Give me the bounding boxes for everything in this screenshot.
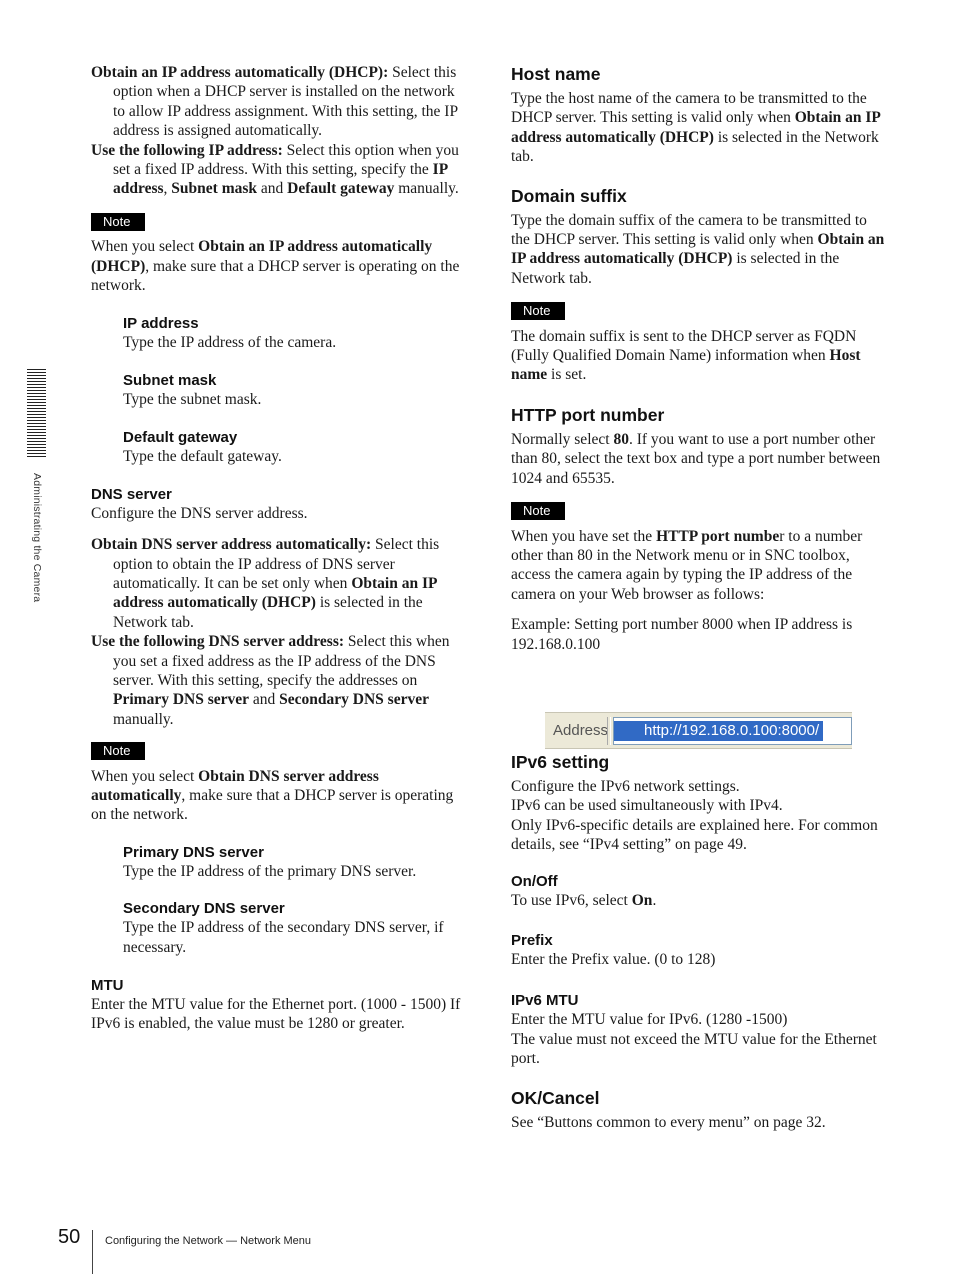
note-text <box>91 237 469 295</box>
host-span: is selected in the Network tab. <box>511 128 879 166</box>
default-gateway-heading: Default gateway <box>123 429 238 447</box>
host-bold: Obtain an IP address automatically (DHCP) <box>511 109 881 146</box>
note-span: When you select <box>91 238 199 256</box>
dns-fixed-bold: Secondary DNS server <box>279 691 429 709</box>
address-value: http://192.168.0.100:8000/ <box>614 721 823 741</box>
side-tab <box>31 473 45 623</box>
host-name-text <box>511 89 887 167</box>
ok-cancel-text: See “Buttons common to every menu” on page 32. <box>511 1113 826 1131</box>
note-span: When you select <box>91 767 199 785</box>
note-span: , make sure that a DHCP server is operating on the network. <box>91 257 460 295</box>
note-text <box>511 527 887 605</box>
domain-span: is selected in the Network tab. <box>511 250 840 287</box>
fixed-ip-option <box>91 141 469 199</box>
ip-address-heading: IP address <box>123 315 199 333</box>
note-span: , make sure that a DHCP server is operating on the network. <box>91 786 454 824</box>
note-badge: Note <box>511 302 565 320</box>
ok-cancel-heading: OK/Cancel <box>511 1087 600 1108</box>
side-tab-label: Administrating the Camera <box>31 473 43 603</box>
fixed-ip-term: Use the following IP address: <box>91 141 283 159</box>
host-name-heading: Host name <box>511 64 601 84</box>
note-text <box>91 767 469 825</box>
domain-suffix-heading: Domain suffix <box>511 185 627 206</box>
default-gateway-text: Type the default gateway. <box>123 448 282 466</box>
mtu-heading: MTU <box>91 977 124 994</box>
note-span: is set. <box>547 366 587 384</box>
ipv6-line-1: Configure the IPv6 network settings. <box>511 777 740 795</box>
ipv6-mtu-line-2: The value must not exceed the MTU value for the Ethernet port. <box>511 1030 877 1068</box>
page-number: 50 <box>58 1226 81 1248</box>
right-column <box>511 63 887 1132</box>
subnet-mask-heading: Subnet mask <box>123 371 217 389</box>
subnet-mask-text: Type the subnet mask. <box>123 390 262 408</box>
prefix-text: Enter the Prefix value. (0 to 128) <box>511 950 716 968</box>
fixed-ip-text: Select this option when you set a fixed IP address. With this setting, specify the <box>113 141 459 179</box>
note-badge: Note <box>511 502 565 520</box>
note-span: The domain suffix is sent to the DHCP server as FQDN (Fully Qualified Domain Name) information when <box>511 327 857 365</box>
primary-dns-text: Type the IP address of the primary DNS server. <box>123 862 417 880</box>
secondary-dns-text: Type the IP address of the secondary DNS server, if necessary. <box>123 919 444 956</box>
fixed-ip-text: and <box>257 180 288 198</box>
ipv6-line-3: Only IPv6-specific details are explained here. For common details, see “IPv4 setting” on page 49. <box>511 816 878 854</box>
onoff-heading: On/Off <box>511 872 558 890</box>
http-bold: 80 <box>613 430 629 448</box>
ipv6-mtu-heading: IPv6 MTU <box>511 992 579 1010</box>
onoff-text <box>511 891 887 910</box>
http-port-heading: HTTP port number <box>511 404 665 425</box>
onoff-bold: On <box>631 891 653 909</box>
ipv6-line-2: IPv6 can be used simultaneously with IPv4. <box>511 797 783 815</box>
ipv6-setting-heading: IPv6 setting <box>511 751 610 772</box>
http-span: Normally select <box>511 430 614 448</box>
footer-divider <box>92 1230 93 1274</box>
note-badge: Note <box>91 742 145 760</box>
fixed-ip-text: manually. <box>394 180 459 198</box>
http-port-text <box>511 430 887 488</box>
address-field <box>613 717 852 745</box>
mtu-text: Enter the MTU value for the Ethernet port. (1000 - 1500) If IPv6 is enabled, the value must be 1280 or greater. <box>91 996 461 1033</box>
onoff-span: . <box>652 891 657 909</box>
ipv6-mtu-line-1: Enter the MTU value for IPv6. (1280 -1500) <box>511 1011 788 1029</box>
http-span: . If you want to use a port number other than 80, select the text box and type a port number between 1024 and 65535. <box>511 430 881 487</box>
domain-suffix-text <box>511 211 887 289</box>
prefix-heading: Prefix <box>511 931 553 949</box>
dns-fixed-bold: Primary DNS server <box>113 691 250 709</box>
ip-address-text: Type the IP address of the camera. <box>123 334 337 352</box>
dns-server-heading: DNS server <box>91 485 172 503</box>
dns-fixed-option <box>91 632 469 729</box>
note-span: r to a number other than 80 in the Network menu or in SNC toolbox, access the camera again by typing the IP address of the camera on your Web browser as follows: <box>511 527 863 603</box>
note-badge: Note <box>91 213 145 231</box>
thumb-index-marks <box>27 369 46 459</box>
dns-fixed-text: and <box>249 691 280 709</box>
footer-section-title: Configuring the Network — Network Menu <box>105 1235 312 1247</box>
dns-auto-option <box>91 535 469 632</box>
note-bold: Host name <box>511 347 861 384</box>
dns-server-text: Configure the DNS server address. <box>91 504 308 522</box>
address-label: Address <box>553 722 609 739</box>
fixed-ip-text: , <box>163 180 172 198</box>
dns-auto-term: Obtain DNS server address automatically: <box>91 536 372 554</box>
note-bold: Obtain DNS server address automatically <box>91 767 379 804</box>
note-bold: HTTP port numbe <box>656 527 780 545</box>
dns-auto-text: Select this option to obtain the IP address of DNS server automatically. It can be set only when <box>113 536 440 592</box>
dhcp-option <box>91 63 469 141</box>
onoff-span: To use IPv6, select <box>511 891 632 909</box>
address-separator <box>607 717 611 745</box>
dns-fixed-term: Use the following DNS server address: <box>91 633 345 651</box>
domain-bold: Obtain an IP address automatically (DHCP) <box>511 231 885 268</box>
note-bold: Obtain an IP address automatically (DHCP) <box>91 238 433 275</box>
dhcp-term: Obtain an IP address automatically (DHCP): <box>91 64 389 81</box>
dns-fixed-text: manually. <box>113 710 174 728</box>
note-text <box>511 327 887 385</box>
fixed-ip-bold: IP address <box>113 161 448 198</box>
address-bar-illustration <box>545 712 852 749</box>
primary-dns-heading: Primary DNS server <box>123 843 264 861</box>
dns-auto-bold: Obtain an IP address automatically (DHCP) <box>113 574 437 612</box>
fixed-ip-bold: Subnet mask <box>171 180 258 198</box>
example-text: Example: Setting port number 8000 when IP address is 192.168.0.100 <box>511 616 853 653</box>
dns-fixed-text: Select this when you set a fixed address as the IP address of the DNS server. With this setting, specify the addresses on <box>113 633 450 689</box>
left-column <box>91 63 469 1034</box>
host-span: Type the host name of the camera to be transmitted to the DHCP server. This setting is valid only when <box>511 90 867 127</box>
dhcp-description: Select this option when a DHCP server is installed on the network to allow IP address assignment. With this setting, the IP address is assigned automatically. <box>113 64 458 140</box>
note-span: When you have set the <box>511 527 657 545</box>
domain-span: Type the domain suffix of the camera to be transmitted to the DHCP server. This setting is valid only when <box>511 211 867 249</box>
fixed-ip-bold: Default gateway <box>287 180 395 198</box>
dns-auto-text: is selected in the Network tab. <box>113 594 423 631</box>
secondary-dns-heading: Secondary DNS server <box>123 900 285 918</box>
